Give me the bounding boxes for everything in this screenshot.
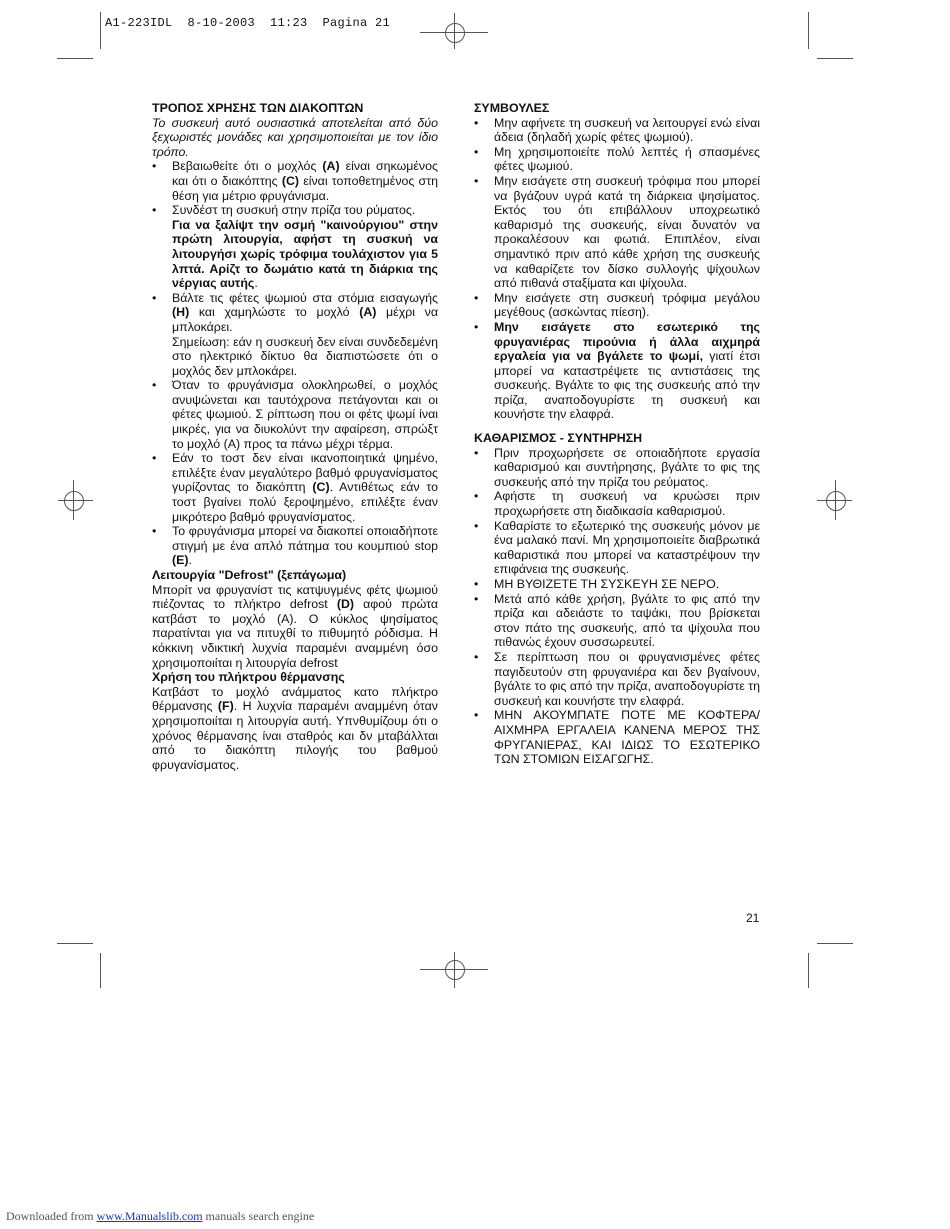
cleaning-list [474, 446, 760, 767]
list-item: • Το φρυγάνισμα μπορεί να διακοπεί οποιαδήποτε στιγμή με ένα απλό πάτημα του κουμπιού stop (E). [152, 524, 438, 568]
list-item: • Βεβαιωθείτε ότι ο μοχλός (A) είναι σηκωμένος και ότι ο διακόπτης (C) είναι τοποθετημένος στη θέση για μέτριο φρυγάνισμα. [152, 159, 438, 203]
list-item: • Συνδέστ τη συσκυή στην πρίζα του ρύματος. Για να ξαλίψτ την οσμή "καινούργιου" στην πρώτη λιτουργία, αφήστ τη συσκυή να λιτουργήσι χωρίς τρόφιμα τουλάχιστον για 5 λπτά. Αρίζτ το δωμάτιο κατά τη διάρκια της νέργιας αυτής. [152, 203, 438, 291]
crop-mark [100, 953, 101, 988]
list-item: • Μη χρησιμοποιείτε πολύ λεπτές ή σπασμένες φέτες ψωμιού. [474, 145, 760, 174]
list-item: • Όταν το φρυγάνισμα ολοκληρωθεί, ο μοχλός ανυψώνεται και ταυτόχρονα πετάγονται και οι φέτες ψωμιού. Σ ρίπτωση που οι φέτς ψωμί ίναι μικρές, για να διυκολύντ την αφαίρεση, σπρώξτ το μοχλό (A) προς τα πάνω μέχρι τέρμα. [152, 378, 438, 451]
note-text: Σημείωση: εάν η συσκευή δεν είναι συνδεδεμένη στο ηλεκτρικό δίκτυο θα διαπιστώσετε ότι ο μοχλός δεν μπλοκάρει. [172, 334, 438, 378]
page-number: 21 [746, 911, 760, 925]
list-item: • Μην εισάγετε στη συσκευή τρόφιμα που μπορεί να βγάζουν υγρά κατά τη διάρκεια ψησίματος. Εκτός του ότι επιβάλλουν υποχρεωτικό καθαρισμό της συσκευής, είναι δυνατόν να προκαλέσουν και φωτιά. Επιπλέον, είναι σημαντικό πριν από κάθε χρήση της συσκευής να καθαρίζετε τον δίσκο συλλογής ψίχουλων από πιθανά σταξίματα και ψίχουλα. [474, 174, 760, 291]
list-item: • Μην εισάγετε στο εσωτερικό της φρυγανιέρας πιρούνια ή άλλα αιχμηρά εργαλεία για να βγάλετε το ψωμί, γιατί έτσι μπορεί να καταστρέψετε τις αντιστάσεις της συσκευής. Βγάλτε το φις της συσκευής από την πρίζα, αναποδογυρίστε τη συσκευή και κουνήστε την ελαφρά. [474, 320, 760, 422]
list-item: • Καθαρίστε το εξωτερικό της συσκευής μόνον με ένα μαλακό πανί. Μη χρησιμοποιείτε διαβρωτικά καθαριστικά που μπορεί να καταστρέψουν την επιφάνεια της συσκευής. [474, 519, 760, 577]
list-item: • Μετά από κάθε χρήση, βγάλτε το φις από την πρίζα και αδειάστε το ταψάκι, που βρίσκεται στον πάτο της συσκευής, από τα ψίχουλα που πιθανώς έχουν συσσωρευτεί. [474, 592, 760, 650]
section-title-cleaning: ΚΑΘΑΡΙΣΜΟΣ - ΣΥΝΤΗΡΗΣΗ [474, 431, 643, 446]
heating-text: Κατβάστ το μοχλό ανάμματος κατο πλήκτρο θέρμανσης (F). Η λυχνία παραμένι αναμμένη όταν χρησιμοποιίται η λιτουργία αυτή. Υπνθυμίζουμ ότι ο χρόνος θέρμανσης ίναι σταθρός και δν μταβάλλται από το διακόπτη πιλογής του βαθμού φρυγανίσματος. [152, 684, 438, 772]
crop-mark [57, 58, 93, 59]
download-footer: Downloaded from www.Manualslib.com manuals search engine [6, 1209, 315, 1223]
list-item: • Σε περίπτωση που οι φρυγανισμένες φέτες παγιδευτούν στη φρυγανιέρα και δεν βγαίνουν, βγάλτε το φις από την πρίζα, αναποδογυρίστε τη συσκευή και κουνήστε την ελαφρά. [474, 650, 760, 708]
crop-mark [817, 943, 853, 944]
print-header: A1-223IDL 8-10-2003 11:23 Pagina 21 [105, 16, 391, 30]
crop-mark [57, 943, 93, 944]
tips-list [474, 116, 760, 422]
section-title-switches: ΤΡΟΠΟΣ ΧΡΗΣΗΣ ΤΩΝ ΔΙΑΚΟΠΤΩΝ [152, 101, 364, 115]
instructions-list [152, 159, 438, 568]
defrost-text: Μπορίτ να φρυγανίστ τις κατψυγμένς φέτς ψωμιού πιέζοντας το πλήκτρο defrost (D) αφού πρώτα κατβάστ το μοχλό (A). Ο κύκλος ψησίματος παρατίνται για να πιτυχθί το πιθυμητό ρόδισμα. Η κόκκινη νδικτική λυχνία παραμένι αναμμένη όσο χρησιμοποιίται η λιτουργία defrost [152, 582, 439, 670]
crop-mark [808, 12, 809, 49]
intro-text: Το συσκευή αυτό ουσιαστικά αποτελείται από δύο ξεχωριστές μονάδες και χρησιμοποιείται με τον ίδιο τρόπο. [152, 115, 438, 159]
list-item: • Εάν το τοστ δεν είναι ικανοποιητικά ψημένο, επιλέξτε έναν μεγαλύτερο βαθμό φρυγανίσματος γυρίζοντας το διακόπτη (C). Αντιθέτως εάν το τοστ βγαίνει πολύ ξεροψημένο, επιλέξτε έναν μικρότερο βαθμό φρυγανίσματος. [152, 451, 438, 524]
list-item: • Βάλτε τις φέτες ψωμιού στα στόμια εισαγωγής (H) και χαμηλώστε το μοχλό (A) μέχρι να μπλοκάρει. Σημείωση: εάν η συσκευή δεν είναι συνδεδεμένη στο ηλεκτρικό δίκτυο θα διαπιστώσετε ότι ο μοχλός δεν μπλοκάρει. [152, 291, 438, 379]
section-title-defrost: Λειτουργία "Defrost" (ξεπάγωμα) [152, 568, 347, 582]
list-item: • Πριν προχωρήσετε σε οποιαδήποτε εργασία καθαρισμού και συντήρησης, βγάλτε το φις της συσκευής από την πρίζα του ρεύματος. [474, 446, 760, 490]
list-item: • Μην αφήνετε τη συσκευή να λειτουργεί ενώ είναι άδεια (δηλαδή χωρίς φέτες ψωμιού). [474, 116, 760, 145]
manualslib-link[interactable]: www.Manualslib.com [96, 1209, 203, 1223]
list-item: • Αφήστε τη συσκευή να κρυώσει πριν προχωρήσετε στη διαδικασία καθαρισμού. [474, 489, 760, 518]
list-item: • ΜΗ ΒΥΘΙΖΕΤΕ ΤΗ ΣΥΣΚΕΥΗ ΣΕ ΝΕΡΟ. [474, 577, 760, 592]
crop-mark [817, 58, 853, 59]
list-item: • Μην εισάγετε στη συσκευή τρόφιμα μεγάλου μεγέθους (ασκώντας πίεση). [474, 291, 760, 320]
crop-mark [808, 953, 809, 988]
crop-mark [100, 12, 101, 49]
registration-mark [826, 491, 846, 511]
left-column [152, 101, 438, 772]
right-column [474, 101, 760, 767]
registration-mark [64, 491, 84, 511]
section-title-tips: ΣΥΜΒΟΥΛΕΣ [474, 101, 550, 115]
registration-mark [445, 23, 465, 43]
list-item: • ΜΗΝ ΑΚΟΥΜΠΑΤΕ ΠΟΤΕ ΜΕ ΚΟΦΤΕΡΑ/ ΑΙΧΜΗΡΑ ΕΡΓΑΛΕΙΑ ΚΑΝΕΝΑ ΜΕΡΟΣ ΤΗΣ ΦΡΥΓΑΝΙΕΡΑΣ, ΚΑΙ ΙΔΙΩΣ ΤΟ ΕΣΩΤΕΡΙΚΟ ΤΩΝ ΣΤΟΜΙΩΝ ΕΙΣΑΓΩΓΗΣ. [474, 708, 760, 766]
registration-mark [445, 960, 465, 980]
section-title-heating: Χρήση του πλήκτρου θέρμανσης [152, 670, 345, 685]
